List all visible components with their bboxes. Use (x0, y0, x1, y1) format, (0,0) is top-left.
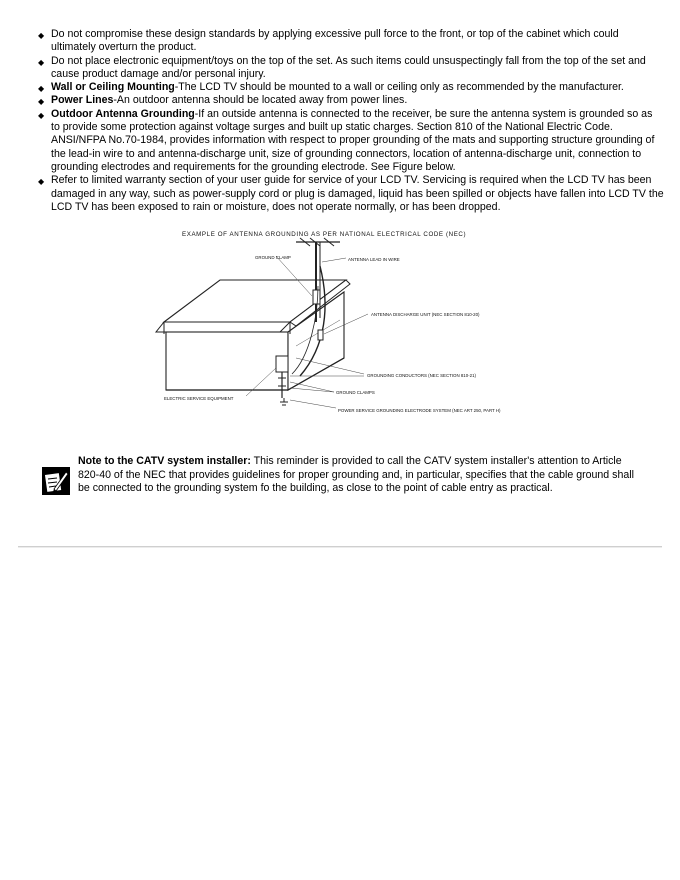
figure-title: EXAMPLE OF ANTENNA GROUNDING AS PER NATIONAL ELECTRICAL CODE (NEC) (182, 231, 467, 238)
label-electric-service: ELECTRIC SERVICE EQUIPMENT (164, 396, 234, 401)
note-text (78, 455, 638, 496)
antenna-grounding-diagram (150, 226, 530, 422)
note-body: This reminder is provided to call the CATV system installer's attention to Article 820-40 of the NEC that provides guidelines for proper grounding and, in particular, specifies that the cable ground shall be connected to the grounding system fo the building, as close to the point of cable entry as practical. (78, 455, 634, 494)
bullet-marker: ◆ (38, 31, 45, 40)
bullet-marker: ◆ (38, 110, 45, 120)
label-grounding-conductors: GROUNDING CONDUCTORS (NEC SECTION 810-21) (367, 373, 476, 378)
bullet-item (38, 81, 664, 94)
label-power-service: POWER SERVICE GROUNDING ELECTRODE SYSTEM (NEC ART 250, PART H) (338, 408, 501, 413)
bullet-text: Do not compromise these design standards by applying excessive pull force to the front, or top of the cabinet which could ultimately overturn the product. (51, 28, 619, 54)
bullet-item (38, 28, 664, 55)
bullet-text: -If an outside antenna is connected to the receiver, be sure the antenna system is grounded so as to provide some protection against voltage surges and built up static charges. Section 810 of the National Electric Code. ANSI/NFPA No.70-1984, provides information with respect to proper grounding of the mats and supporting structure grounding of the lead-in wire to and antenna-discharge unit, size of grounding connectors, location of antenna-discharge unit, connection to grounding electrodes and requirements for the grounding electrode. See Figure below. (51, 107, 655, 173)
bullet-marker: ◆ (38, 84, 45, 94)
bullet-text: Refer to limited warranty section of your user guide for service of your LCD TV. Servicing is required when the LCD TV has been damaged in any way, such as power-supply cord or plug is damaged, liquid has been spilled or objects have fallen into LCD TV the LCD TV has been exposed to rain or moisture, does not operate normally, or has been dropped. (51, 174, 664, 213)
label-ground-clamp: GROUND CLAMP (255, 255, 291, 260)
bullet-text: Do not place electronic equipment/toys on the top of the set. As such items could unsuspectingly fall from the top of the set and cause product damage and/or personal injury. (51, 54, 646, 80)
bullet-heading: Wall or Ceiling Mounting (51, 81, 175, 94)
antenna-grounding-figure (150, 226, 530, 422)
bullet-marker: ◆ (38, 57, 45, 67)
bullet-marker: ◆ (38, 97, 45, 107)
label-discharge-unit: ANTENNA DISCHARGE UNIT (NEC SECTION 810-20) (371, 312, 480, 317)
bullet-item (38, 174, 664, 214)
bullet-heading: Outdoor Antenna Grounding (51, 107, 195, 120)
bullet-heading: Power Lines (51, 94, 114, 107)
note-heading: Note to the CATV system installer: (78, 455, 251, 467)
note-pencil-icon (42, 467, 70, 495)
label-antenna-lead: ANTENNA LEAD IN WIRE (348, 257, 400, 262)
horizontal-divider (18, 546, 662, 548)
safety-bullet-list (38, 28, 664, 214)
bullet-item (38, 94, 664, 107)
bullet-item (38, 55, 664, 82)
label-ground-clamps: GROUND CLAMPS (336, 390, 375, 395)
bullet-item (38, 108, 664, 174)
bullet-marker: ◆ (38, 177, 45, 187)
bullet-text: -The LCD TV should be mounted to a wall or ceiling only as recommended by the manufacturer. (174, 81, 624, 94)
bullet-text: -An outdoor antenna should be located away from power lines. (113, 94, 408, 107)
